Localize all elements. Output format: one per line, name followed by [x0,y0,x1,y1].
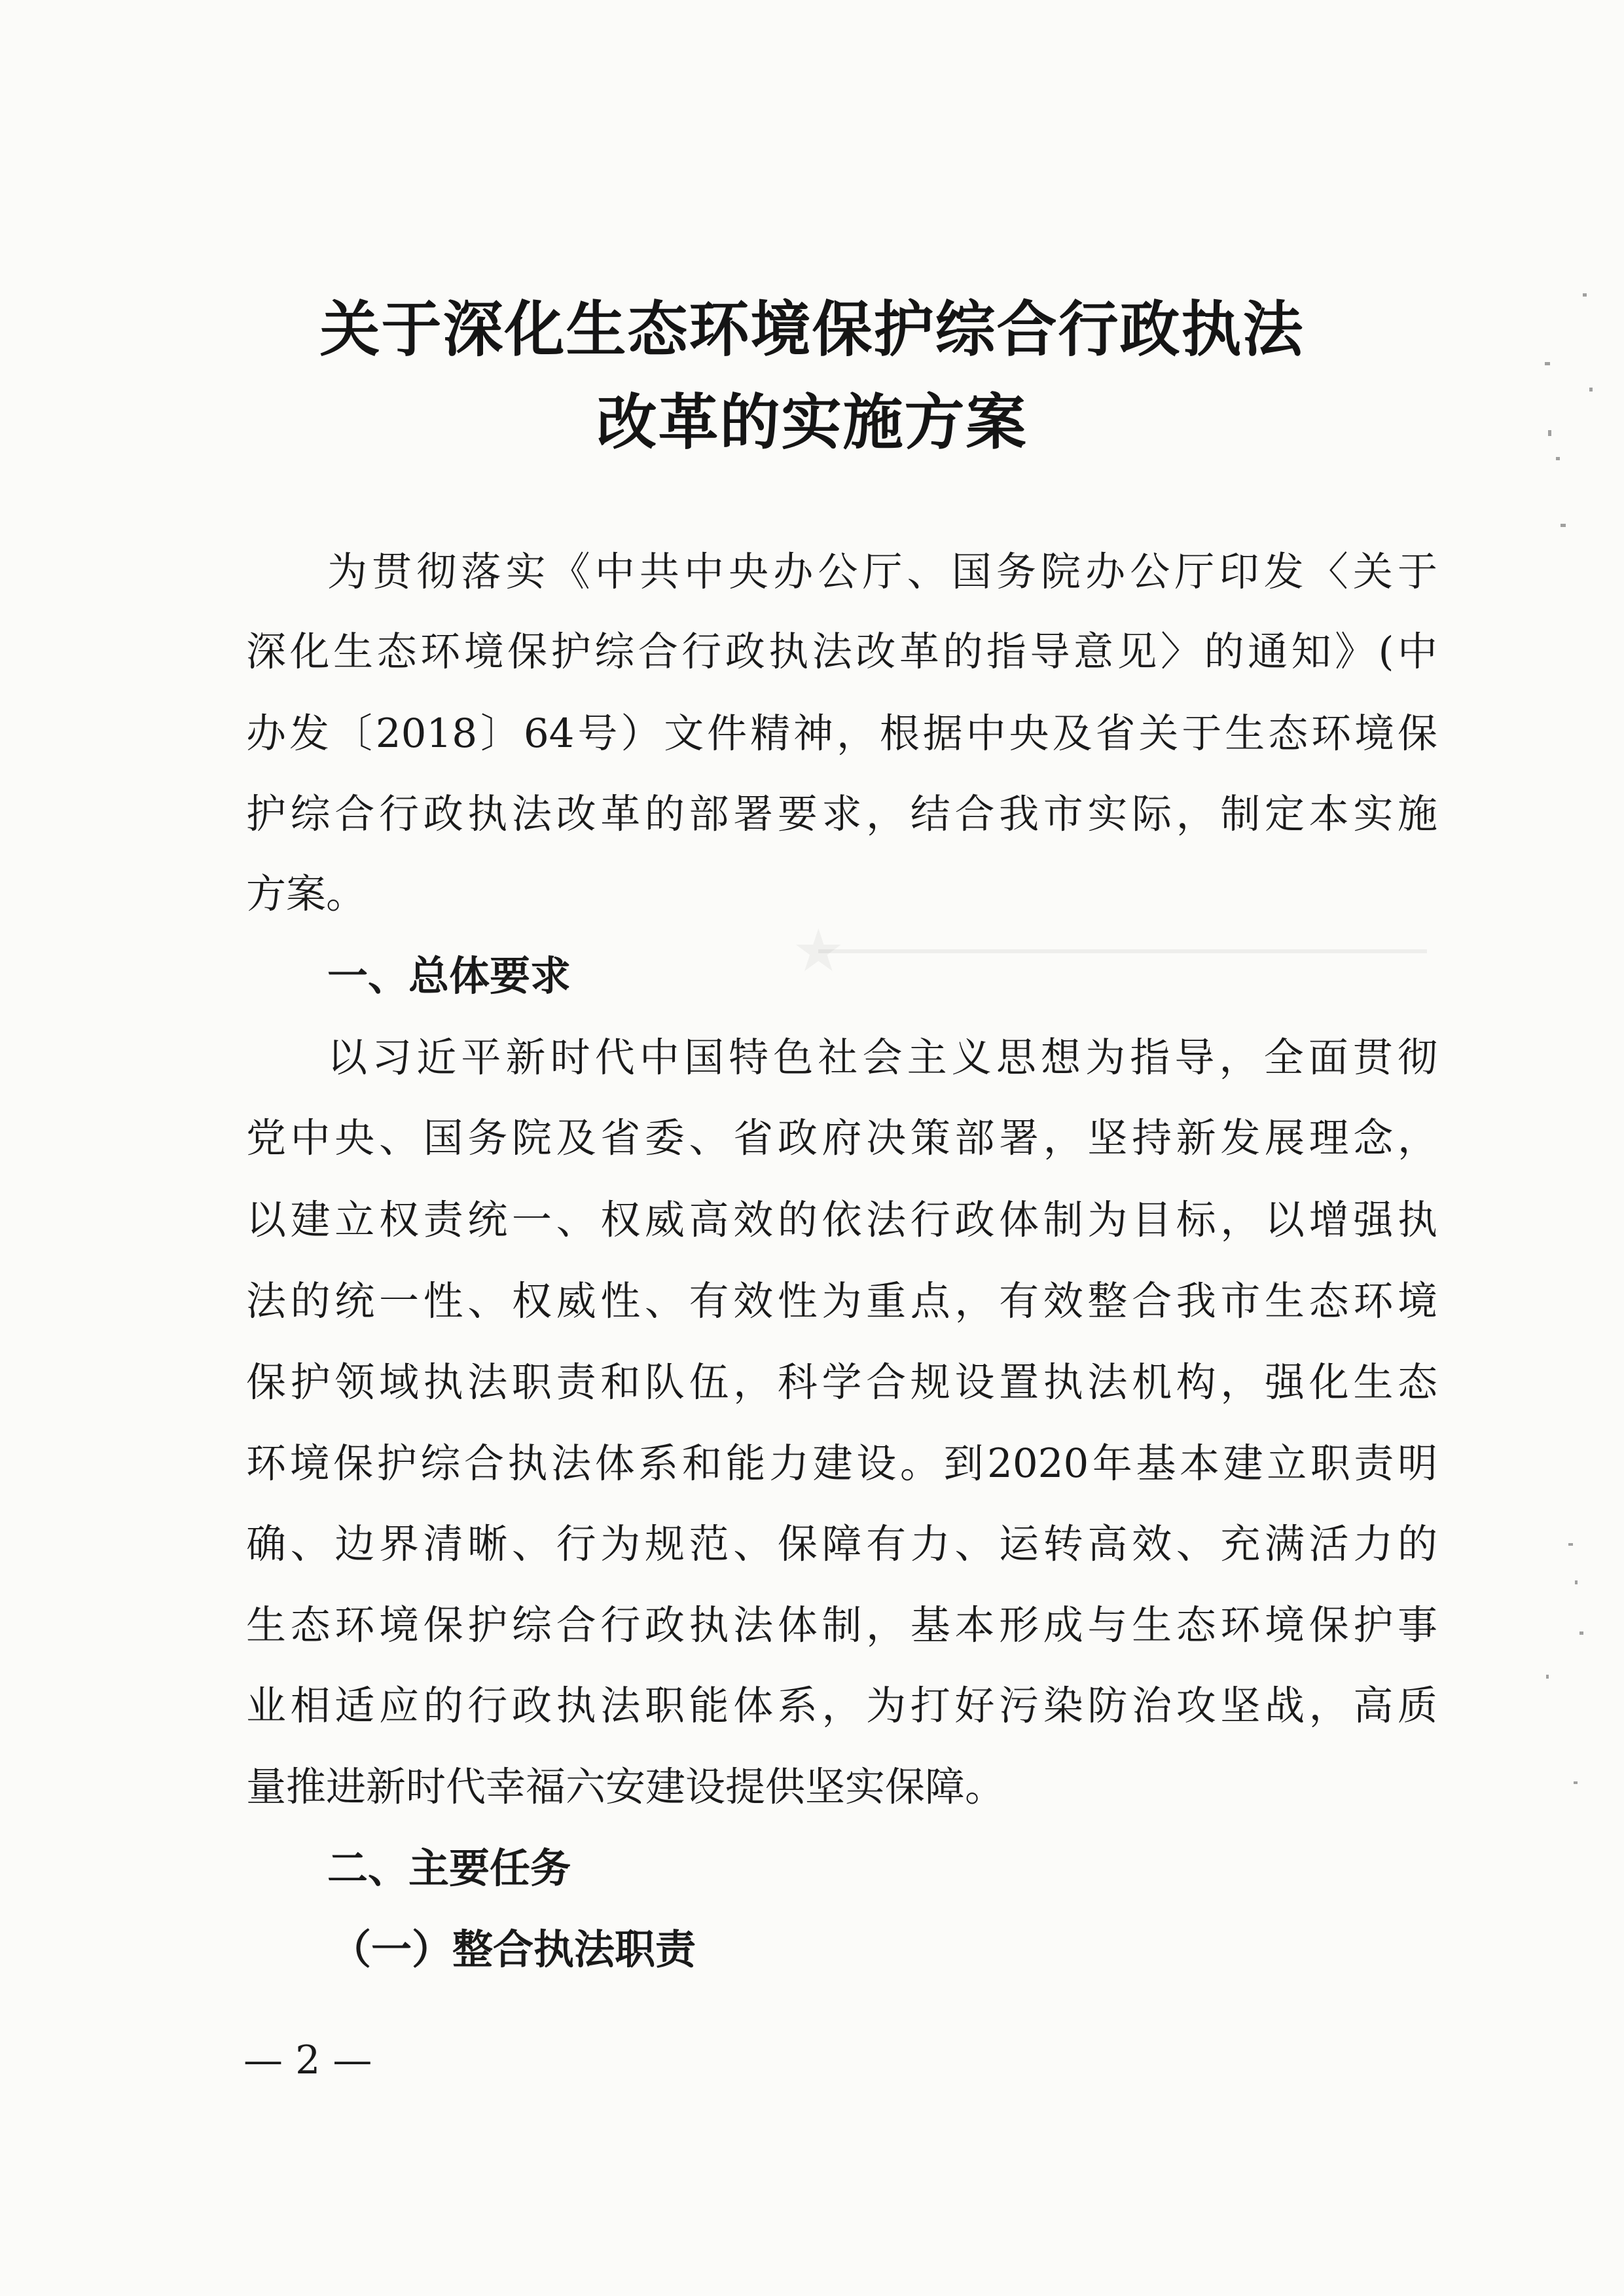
intro-line-2: 深化生态环境保护综合行政执法改革的指导意见〉的通知》(中 [246,629,1437,675]
section-heading-main-tasks: 二、主要任务 [327,1844,571,1892]
intro-line-5: 方案。 [246,871,367,917]
section1-line-6: 环境保护综合执法体系和能力建设。到2020年基本建立职责明 [246,1440,1437,1487]
document-title-line-2: 改革的实施方案 [596,388,1028,458]
section1-line-2: 党中央、国务院及省委、省政府决策部署，坚持新发展理念， [246,1115,1437,1161]
scan-speck [1574,1781,1578,1784]
document-title-line-1: 关于深化生态环境保护综合行政执法 [319,295,1305,365]
section1-line-10: 量推进新时代幸福六安建设提供坚实保障。 [246,1764,1005,1810]
scan-speck [1546,1675,1549,1679]
section1-line-9: 业相适应的行政执法职能体系，为打好污染防治攻坚战，高质 [246,1683,1437,1729]
intro-line-1: 为贯彻落实《中共中央办公厅、国务院办公厅印发〈关于 [327,549,1437,595]
section1-line-8: 生态环境保护综合行政执法体制，基本形成与生态环境保护事 [246,1602,1437,1649]
bleed-through-rule [818,949,1427,953]
section1-line-7: 确、边界清晰、行为规范、保障有力、运转高效、充满活力的 [246,1521,1437,1567]
subsection-heading-integrate-duties: （一）整合执法职责 [331,1925,696,1973]
section1-line-5: 保护领域执法职责和队伍，科学合规设置执法机构，强化生态 [246,1359,1437,1406]
section1-line-1: 以习近平新时代中国特色社会主义思想为指导，全面贯彻 [327,1034,1437,1081]
section1-line-3: 以建立权责统一、权威高效的依法行政体制为目标，以增强执 [246,1197,1437,1243]
intro-line-3: 办发〔2018〕64号）文件精神，根据中央及省关于生态环境保 [246,710,1437,757]
page-number: — 2 — [244,2037,372,2083]
section-heading-general-requirements: 一、总体要求 [327,952,571,1000]
scan-speck [1568,1543,1573,1546]
scan-speck [1579,1631,1583,1635]
scan-speck [1575,1580,1578,1584]
scan-speck [1561,524,1566,527]
intro-line-4: 护综合行政执法改革的部署要求，结合我市实际，制定本实施 [246,791,1437,837]
section1-line-4: 法的统一性、权威性、有效性为重点，有效整合我市生态环境 [246,1278,1437,1324]
